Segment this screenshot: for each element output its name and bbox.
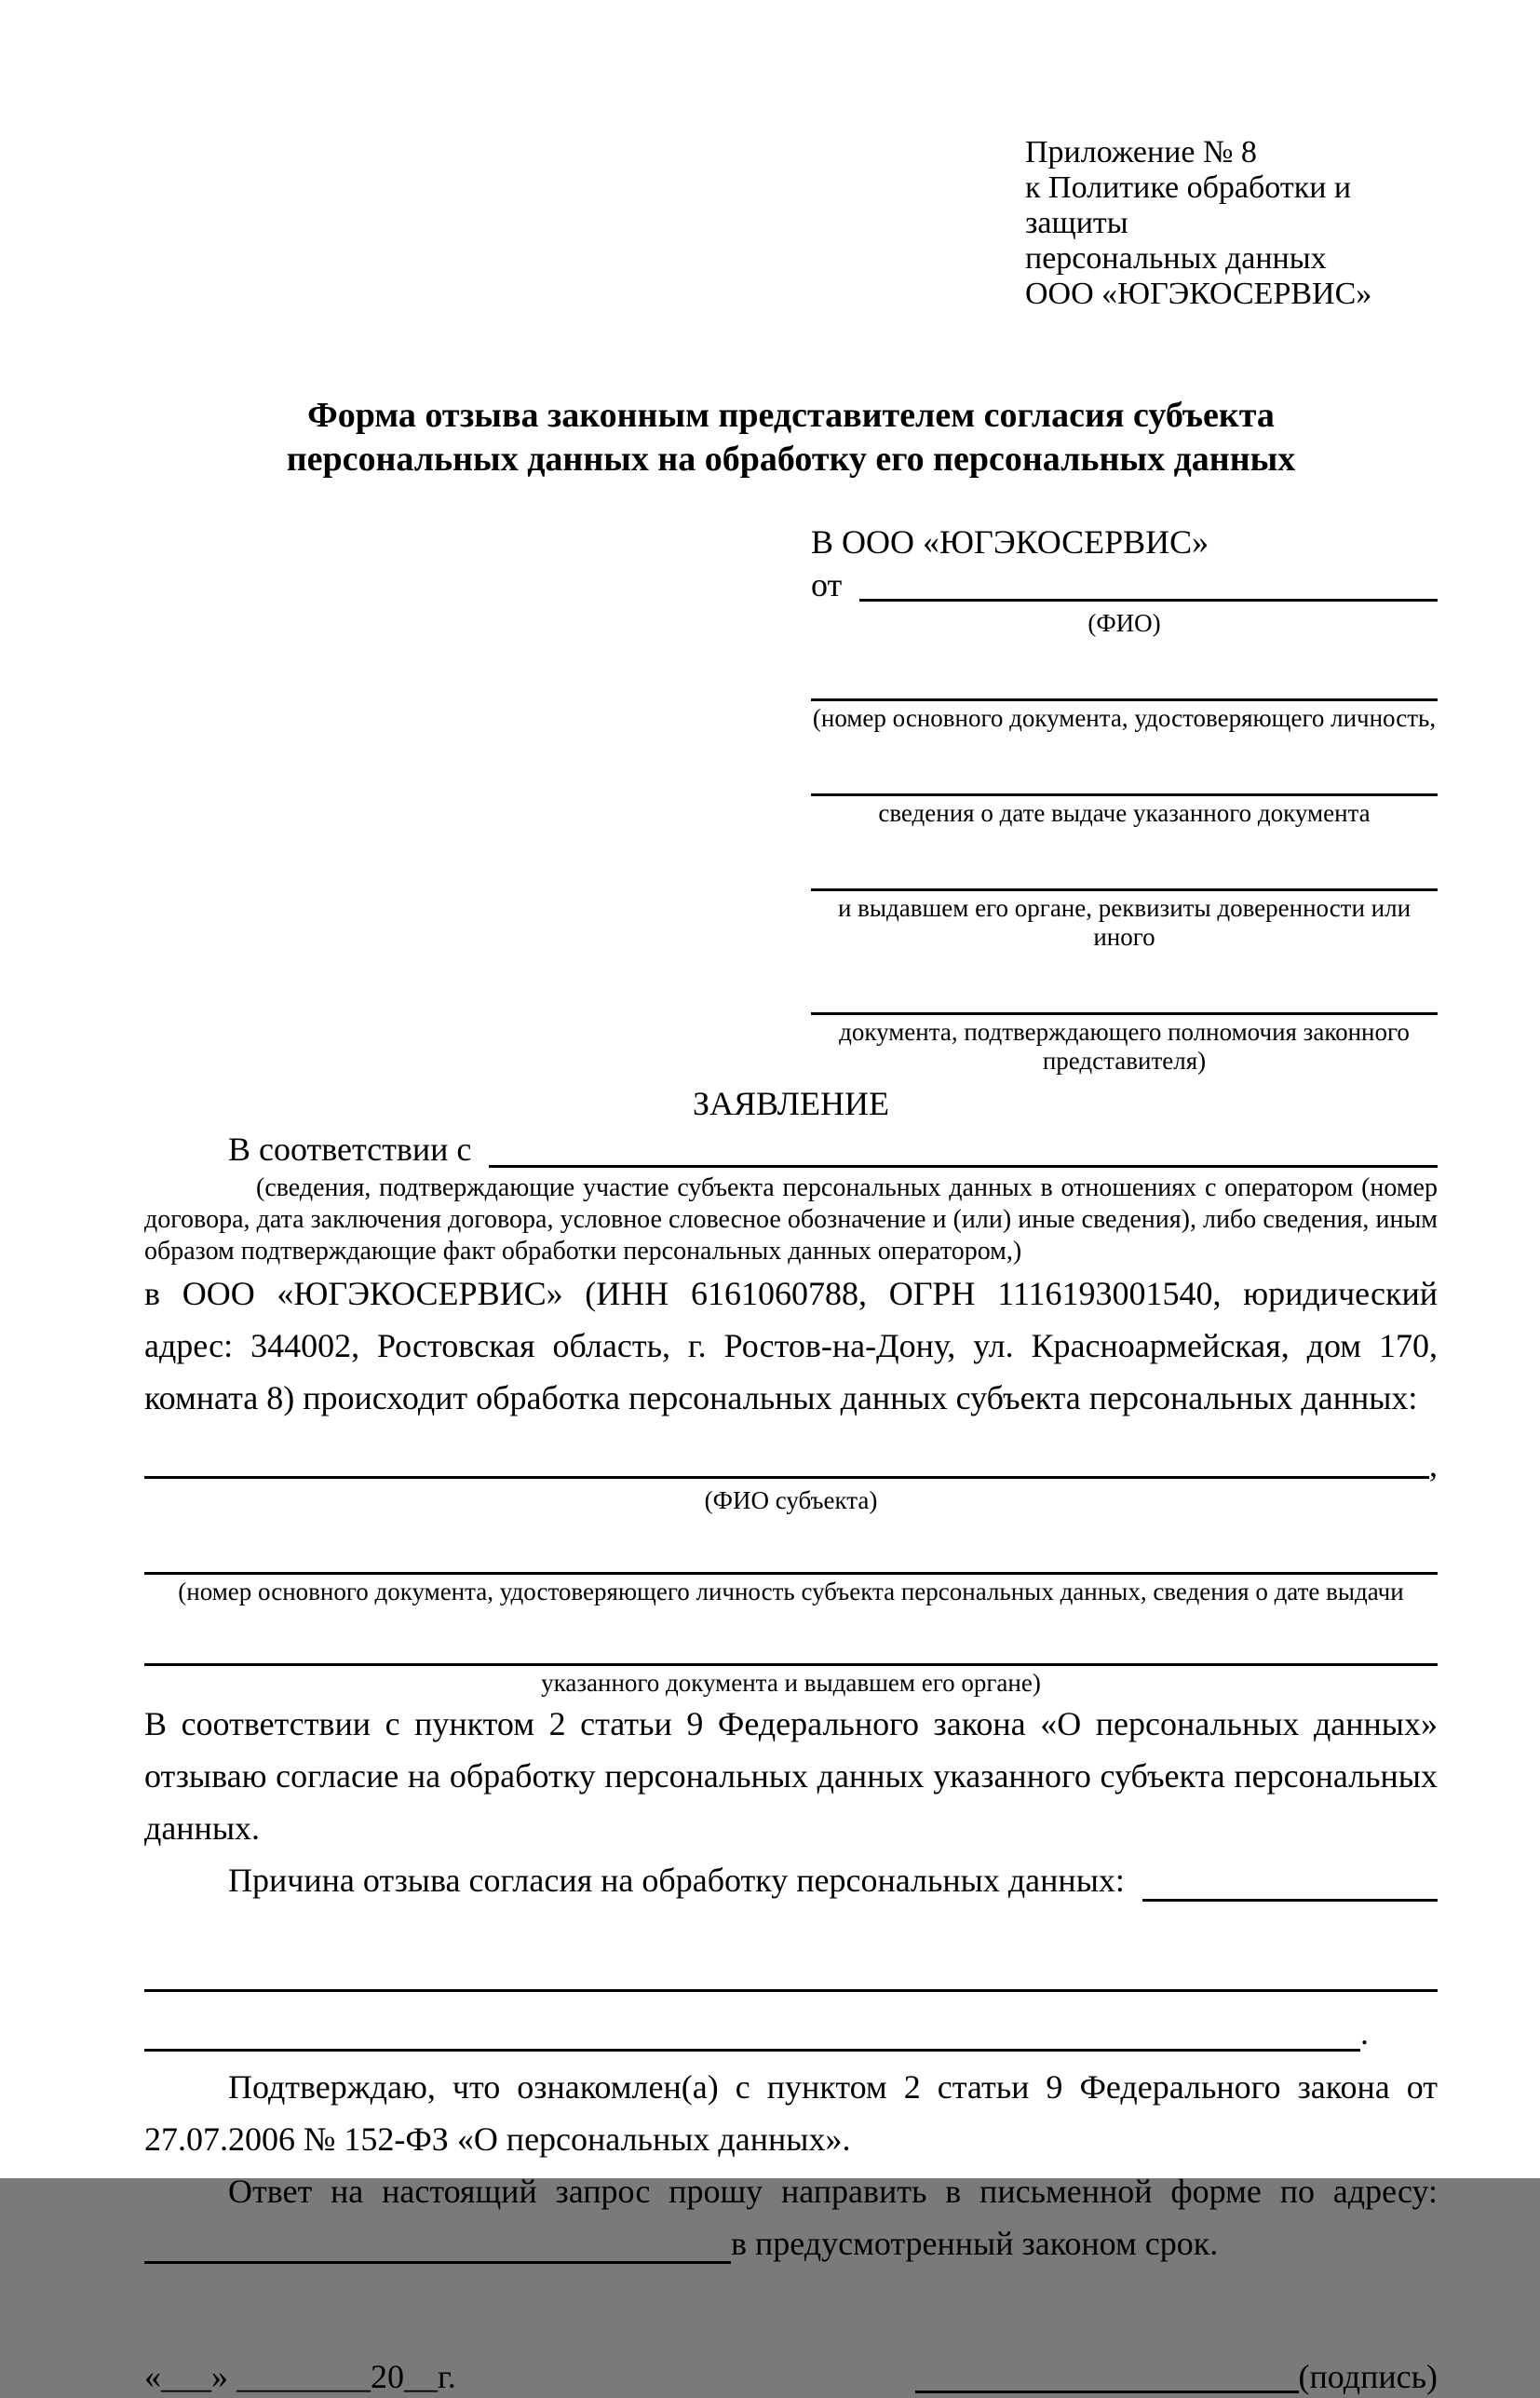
doc-number-caption: (номер основного документа, удостоверяющего личность, [812,704,1437,732]
appendix-header [1025,135,1438,312]
document-title-line-2: персональных данных на обработку его персональных данных [286,440,1296,479]
doc-number-fill-in-line [811,662,1438,701]
issuing-authority-group [811,852,1438,952]
reason-label: Причина отзыва согласия на обработку персональных данных: [228,1862,1133,1899]
representative-authority-group [811,976,1438,1076]
appendix-line-2: к Политике обработки и защиты [1025,170,1352,240]
reply-address-row [144,2217,1438,2269]
subject-doc-fill-in-line-2 [144,1629,1438,1666]
reply-address-fill-in-line [144,2227,731,2264]
appendix-line-4: ООО «ЮГЭКОСЕРВИС» [1025,277,1372,311]
issuing-authority-caption: и выдавшем его органе, реквизиты доверенности или иного [837,894,1412,951]
document-title [144,394,1438,481]
appendix-line-1: Приложение № 8 [1025,135,1257,169]
reason-fill-in-line-3 [144,2014,1360,2052]
addressee-from-row [811,563,1438,606]
issue-date-group [811,757,1438,828]
subject-fio-row [144,1446,1438,1484]
issue-date-fill-in-line [811,757,1438,796]
reply-paragraph-lead: Ответ на настоящий запрос прошу направить в письменной форме по адресу: [228,2173,1438,2210]
confirm-paragraph: Подтверждаю, что ознакомлен(а) с пунктом 2 статьи 9 Федерального закона от 27.07.2006 № 152-ФЗ «О персональных данных». [144,2068,1438,2158]
document-title-line-1: Форма отзыва законным представителем согласия субъекта [307,396,1275,435]
reason-line-period: . [1360,2014,1369,2052]
reason-fill-in-line [1142,1870,1438,1902]
fio-caption: (ФИО) [1087,609,1161,637]
subject-doc-caption-2: указанного документа и выдавшем его органе) [541,1669,1041,1697]
accordance-fine-print: (сведения, подтверждающие участие субъекта персональных данных в отношениях с оператором (номер договора, дата заключения договора, условное словесное обозначение и (или) иные сведения), либо сведения, иным образом подтверждающие факт обработки персональных данных оператором,) [144,1173,1438,1266]
footer-row [144,2355,1438,2398]
from-fill-in-line [859,570,1438,602]
accordance-label: В соответствии с [228,1131,480,1168]
doc-number-group [811,662,1438,733]
addressee-to: В ООО «ЮГЭКОСЕРВИС» [811,523,1209,561]
subject-fio-caption: (ФИО субъекта) [704,1486,878,1514]
accordance-fill-in-line [489,1136,1438,1168]
reply-paragraph-tail: в предусмотренный законом срок. [731,2225,1219,2262]
operator-paragraph: в ООО «ЮГЭКОСЕРВИС» (ИНН 6161060788, ОГРН 1116193001540, юридический адрес: 344002, Ростовская область, г. Ростов-на-Дону, ул. Красноармейская, дом 170, комната 8) происходит обработка персональных данных субъекта персональных данных: [144,1275,1438,1416]
signature-fill-in-line [915,2356,1299,2393]
accordance-row [144,1126,1438,1172]
from-label: от [811,566,851,603]
reason-row [144,1854,1438,1906]
issuing-authority-fill-in-line [811,852,1438,891]
subject-doc-fill-in-line-1 [144,1538,1438,1575]
reason-fill-in-line-2 [144,1955,1438,1992]
addressee-block [811,521,1438,1076]
subject-fio-comma: , [1429,1446,1438,1484]
statement-heading: ЗАЯВЛЕНИЕ [692,1085,890,1122]
representative-authority-caption: документа, подтверждающего полномочия законного представителя) [839,1018,1410,1075]
subject-fio-fill-in-line [144,1447,1429,1479]
date-line: «___» ________20__г. [144,2358,456,2395]
issue-date-caption: сведения о дате выдаче указанного документа [878,799,1371,827]
reason-fill-in-row-3 [144,2014,1438,2052]
appendix-line-3: персональных данных [1025,241,1327,276]
withdraw-paragraph: В соответствии с пунктом 2 статьи 9 Федерального закона «О персональных данных» отзываю согласие на обработку персональных данных указанного субъекта персональных данных. [144,1705,1438,1847]
representative-authority-fill-in-line [811,976,1438,1015]
signature-caption: (подпись) [1298,2358,1438,2395]
signature-group [915,2355,1438,2398]
subject-doc-caption-1: (номер основного документа, удостоверяющего личность субъекта персональных данных, сведения о дате выдачи [178,1578,1404,1605]
